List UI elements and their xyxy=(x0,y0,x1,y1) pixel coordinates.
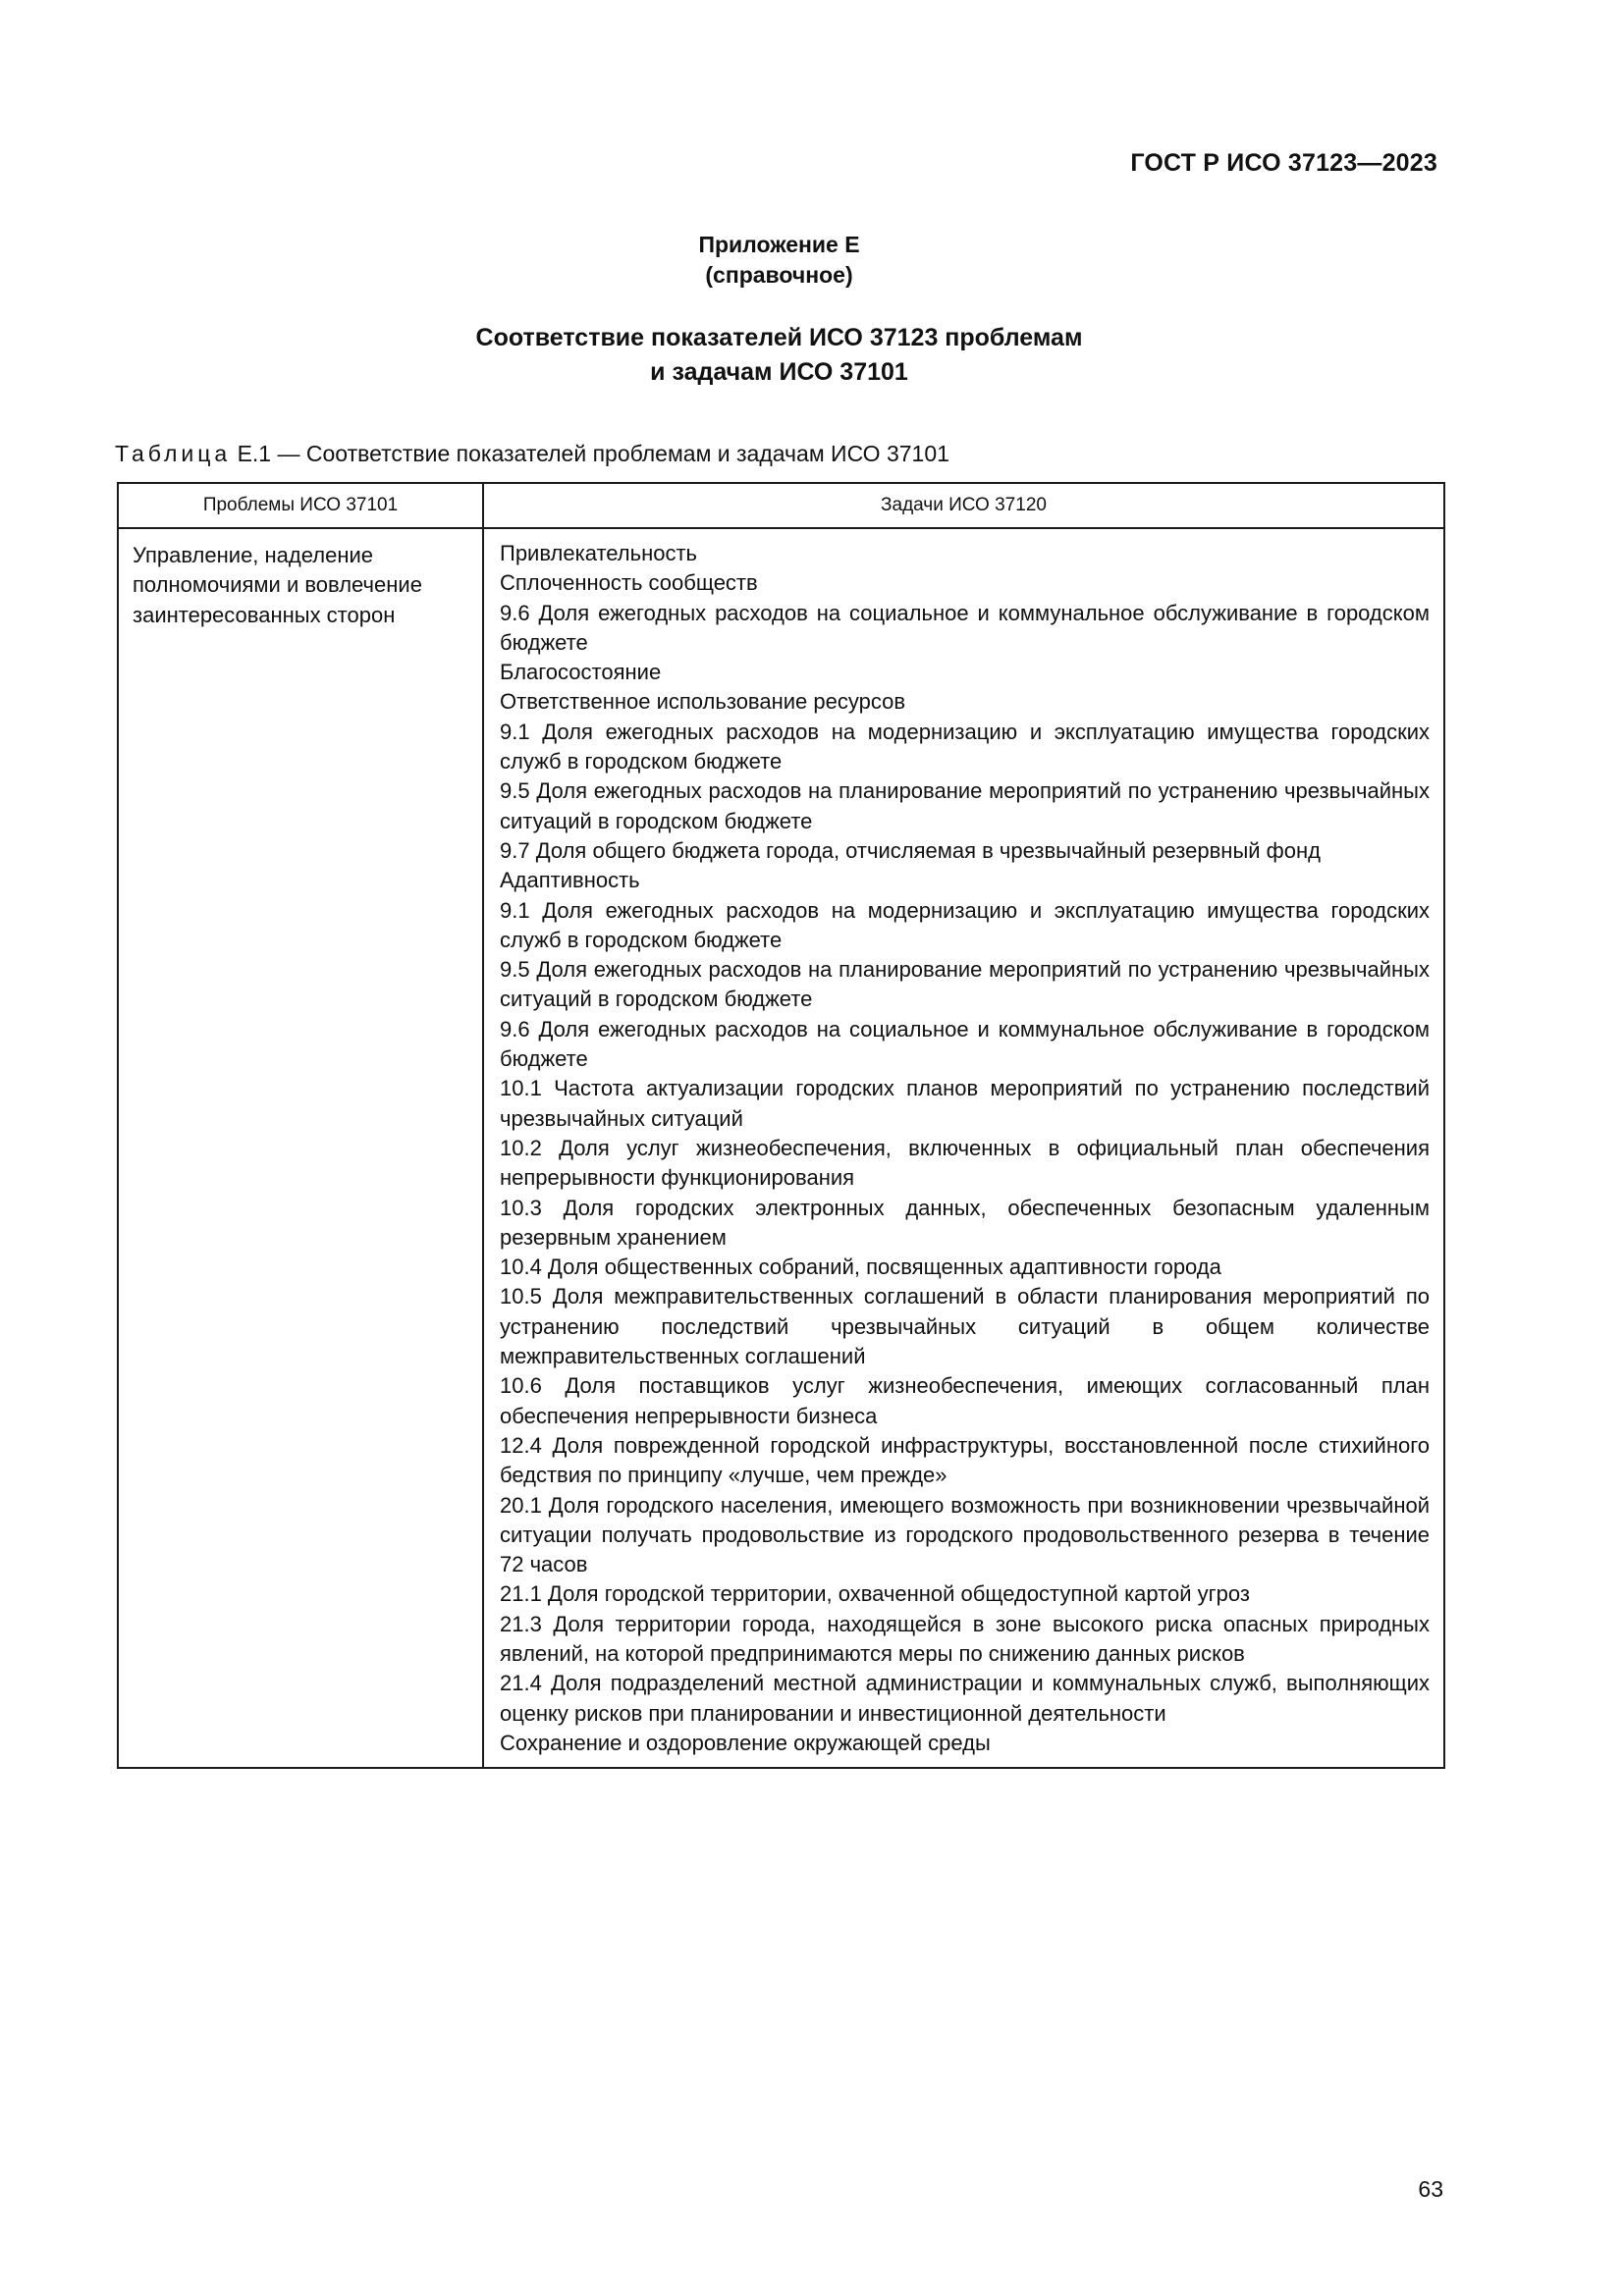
task-item: 9.5 Доля ежегодных расходов на планирование мероприятий по устранению чрезвычайных ситуаций в городском бюджете xyxy=(500,957,1430,1012)
annex-heading-line-1: Соответствие показателей ИСО 37123 проблемам xyxy=(475,324,1083,351)
task-item: Ответственное использование ресурсов xyxy=(500,689,906,715)
table-caption-text: Е.1 — Соответствие показателей проблемам и задачам ИСО 37101 xyxy=(237,441,949,466)
column-header-tasks: Задачи ИСО 37120 xyxy=(483,483,1444,528)
task-item: 9.1 Доля ежегодных расходов на модернизацию и эксплуатацию имущества городских служб в городском бюджете xyxy=(500,719,1430,774)
task-item: 9.5 Доля ежегодных расходов на планирование мероприятий по устранению чрезвычайных ситуаций в городском бюджете xyxy=(500,778,1430,833)
table-header-row xyxy=(118,483,1444,528)
task-item: 21.4 Доля подразделений местной администрации и коммунальных служб, выполняющих оценку рисков при планировании и инвестиционной деятельности xyxy=(500,1671,1430,1726)
task-item: 12.4 Доля поврежденной городской инфраструктуры, восстановленной после стихийного бедствия по принципу «лучше, чем прежде» xyxy=(500,1432,1430,1488)
table-row xyxy=(118,528,1444,1768)
task-item: 10.4 Доля общественных собраний, посвященных адаптивности города xyxy=(500,1255,1221,1280)
page-number: 63 xyxy=(1418,2176,1443,2202)
table-caption-label: Таблица xyxy=(115,441,232,466)
annex-heading-line-2: и задачам ИСО 37101 xyxy=(650,358,908,386)
task-item: 10.1 Частота актуализации городских планов мероприятий по устранению последствий чрезвычайных ситуаций xyxy=(500,1076,1430,1131)
task-item: 9.6 Доля ежегодных расходов на социальное и коммунальное обслуживание в городском бюджете xyxy=(500,1016,1430,1072)
column-header-problems: Проблемы ИСО 37101 xyxy=(118,483,483,528)
task-item: 10.5 Доля межправительственных соглашений в области планирования мероприятий по устранению последствий чрезвычайных ситуаций в общем количестве межправительственных соглашений xyxy=(500,1284,1430,1369)
tasks-cell xyxy=(483,528,1444,1768)
document-code: ГОСТ Р ИСО 37123—2023 xyxy=(1130,149,1437,177)
task-item: 10.2 Доля услуг жизнеобеспечения, включенных в официальный план обеспечения непрерывности функционирования xyxy=(500,1135,1430,1191)
task-item: 9.7 Доля общего бюджета города, отчисляемая в чрезвычайный резервный фонд xyxy=(500,837,1321,863)
correspondence-table xyxy=(117,482,1445,1769)
annex-heading xyxy=(0,321,1558,390)
task-item: 21.1 Доля городской территории, охваченной общедоступной картой угроз xyxy=(500,1581,1250,1607)
task-item: Благосостояние xyxy=(500,660,662,685)
task-item: 9.6 Доля ежегодных расходов на социальное и коммунальное обслуживание в городском бюджете xyxy=(500,600,1430,655)
task-item: Привлекательность xyxy=(500,541,698,565)
task-item: 21.3 Доля территории города, находящейся в зоне высокого риска опасных природных явлений, на которой предпринимаются меры по снижению данных рисков xyxy=(500,1611,1430,1666)
annex-title-line: Приложение Е xyxy=(698,232,860,257)
problem-text: Управление, наделение полномочиями и вовлечение заинтересованных сторон xyxy=(133,543,422,627)
task-item: 20.1 Доля городского населения, имеющего возможность при возникновении чрезвычайной ситуации получать продовольствие из городского продовольственного резерва в течение 72 часов xyxy=(500,1492,1430,1577)
task-item: Сплоченность сообществ xyxy=(500,570,758,596)
annex-title xyxy=(0,230,1558,291)
task-item: 10.3 Доля городских электронных данных, обеспеченных безопасным удаленным резервным хранением xyxy=(500,1195,1430,1250)
task-item: Адаптивность xyxy=(500,868,640,893)
table-caption xyxy=(115,441,949,467)
annex-kind: (справочное) xyxy=(705,262,853,288)
task-item: 10.6 Доля поставщиков услуг жизнеобеспечения, имеющих согласованный план обеспечения непрерывности бизнеса xyxy=(500,1373,1430,1428)
task-item: 9.1 Доля ежегодных расходов на модернизацию и эксплуатацию имущества городских служб в городском бюджете xyxy=(500,897,1430,952)
task-item: Сохранение и оздоровление окружающей среды xyxy=(500,1730,991,1755)
problem-cell xyxy=(118,528,483,1768)
